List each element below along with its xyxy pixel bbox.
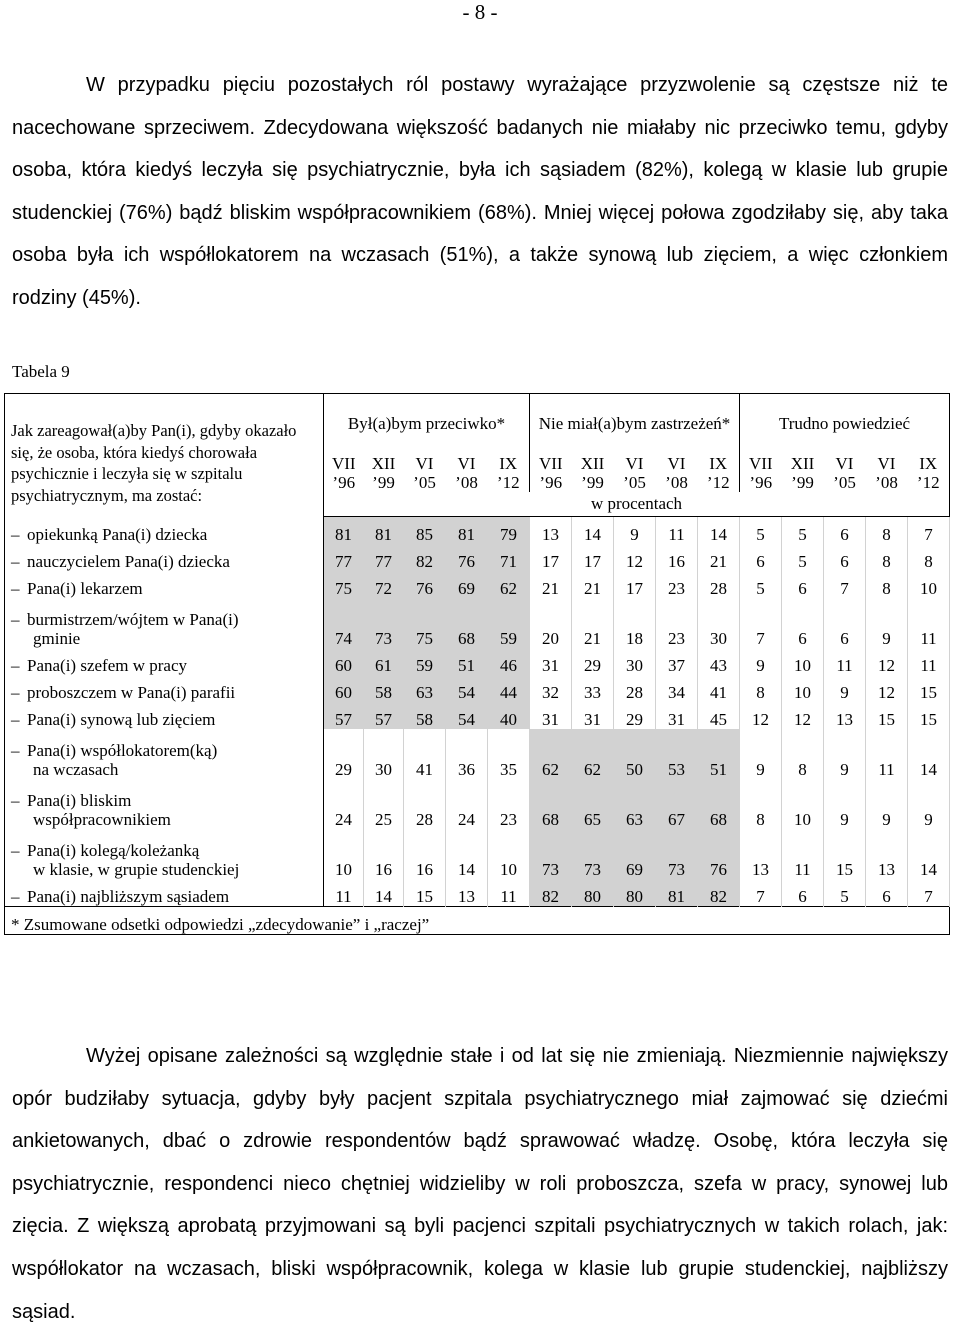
table-cell: 5 [782,544,824,571]
table-cell: 80 [572,879,614,907]
table-cell: 81 [656,879,698,907]
dash-bullet: – [11,741,20,760]
table-cell: 6 [824,544,866,571]
table-cell: 8 [866,517,908,545]
table-cell: 51 [446,648,488,675]
table-cell: 11 [908,648,950,675]
table-row [5,598,950,648]
table-cell: 41 [698,675,740,702]
table-cell: 15 [866,702,908,729]
row-label-text: gminie [33,629,81,648]
table-cell: 10 [908,571,950,598]
table-cell: 14 [698,517,740,545]
table-cell: 77 [364,544,404,571]
table-cell: 6 [824,598,866,648]
table-caption: Tabela 9 [12,362,70,381]
table-cell: 23 [656,598,698,648]
year-header: VI ’08 [875,454,898,492]
table-cell: 75 [324,571,364,598]
table-cell: 58 [404,702,446,729]
table-cell: 29 [572,648,614,675]
table-cell: 13 [866,829,908,879]
table-cell: 81 [364,517,404,545]
dash-bullet: – [11,579,20,598]
table-cell: 85 [404,517,446,545]
table-cell: 69 [614,829,656,879]
row-label-text: Pana(i) bliskim [27,791,132,810]
table-cell: 62 [488,571,530,598]
table-cell: 14 [446,829,488,879]
group-header-no-objection: Nie miał(a)bym zastrzeżeń* [530,394,740,455]
table-cell: 5 [740,517,782,545]
table-cell: 9 [740,729,782,779]
table-cell: 72 [364,571,404,598]
year-header: XII ’99 [371,454,396,492]
table-cell: 28 [404,779,446,829]
unit-label: w procentach [324,492,950,517]
table-cell: 5 [782,517,824,545]
table-cell: 31 [656,702,698,729]
table-cell: 8 [740,779,782,829]
year-header: XII ’99 [580,454,605,492]
table-cell: 6 [782,571,824,598]
table-cell: 31 [572,702,614,729]
table-cell: 15 [824,829,866,879]
table-cell: 7 [908,517,950,545]
table-cell: 62 [530,729,572,779]
table-row [5,648,950,675]
table-cell: 35 [488,729,530,779]
table-cell: 68 [530,779,572,829]
table-cell: 21 [698,544,740,571]
table-cell: 14 [908,829,950,879]
table-cell: 69 [446,571,488,598]
table-cell: 80 [614,879,656,907]
table-cell: 58 [364,675,404,702]
table-cell: 82 [530,879,572,907]
paragraph-intro-text: W przypadku pięciu pozostałych ról postawy wyrażające przyzwolenie są częstsze niż te nacechowane sprzeciwem. Zdecydowana większość badanych nie miałaby nic przeciwko temu, gdyby osoba, która kiedyś leczyła się psychiatrycznie, była ich sąsiadem (82%), kolegą w klasie lub grupie studenckiej (76%) bądź bliskim współpracownikiem (68%). Mniej więcej połowa zgodziłaby się, aby taka osoba była ich współlokatorem na wczasach (51%), a także synową lub zięciem, a więc członkiem rodziny (45%). [12,74,948,309]
table-cell: 10 [782,779,824,829]
table-cell: 7 [740,598,782,648]
table-cell: 17 [530,544,572,571]
row-label-text: proboszczem w Pana(i) parafii [27,683,236,702]
dash-bullet: – [11,683,20,702]
table-cell: 74 [324,598,364,648]
table-cell: 29 [324,729,364,779]
table-cell: 8 [908,544,950,571]
table-cell: 60 [324,648,364,675]
row-label [5,729,324,779]
table-cell: 37 [656,648,698,675]
row-label [5,879,324,907]
year-header: VI ’08 [455,454,478,492]
table-cell: 10 [782,648,824,675]
table-cell: 73 [656,829,698,879]
year-header: VI ’08 [665,454,688,492]
dash-bullet: – [11,791,20,810]
table-row [5,879,950,907]
table-cell: 16 [404,829,446,879]
row-label-text: współpracownikiem [33,810,171,829]
table-cell: 81 [324,517,364,545]
dash-bullet: – [11,887,20,906]
table-cell: 30 [614,648,656,675]
table-cell: 6 [782,879,824,907]
table-row [5,729,950,779]
table-cell: 45 [698,702,740,729]
table-cell: 82 [404,544,446,571]
table-cell: 23 [488,779,530,829]
paragraph-intro [12,64,948,320]
row-label-text: burmistrzem/wójtem w Pana(i) [27,610,239,629]
row-label [5,571,324,598]
table-cell: 71 [488,544,530,571]
table-cell: 12 [866,675,908,702]
table-cell: 10 [488,829,530,879]
table-cell: 11 [782,829,824,879]
table-cell: 31 [530,648,572,675]
table-cell: 9 [740,648,782,675]
table-cell: 79 [488,517,530,545]
dash-bullet: – [11,552,20,571]
table-cell: 67 [656,779,698,829]
table-cell: 16 [364,829,404,879]
table-cell: 40 [488,702,530,729]
table-cell: 14 [908,729,950,779]
table-cell: 75 [404,598,446,648]
table-cell: 9 [614,517,656,545]
table-cell: 7 [740,879,782,907]
year-header: IX ’12 [916,454,940,492]
table-row [5,779,950,829]
table-cell: 54 [446,675,488,702]
table-cell: 15 [908,702,950,729]
table-cell: 12 [614,544,656,571]
row-label [5,544,324,571]
table-cell: 6 [782,598,824,648]
table-cell: 9 [866,779,908,829]
table-cell: 24 [324,779,364,829]
row-label-text: w klasie, w grupie studenckiej [33,860,240,879]
table-cell: 59 [404,648,446,675]
table-cell: 28 [614,675,656,702]
dash-bullet: – [11,710,20,729]
page-number: - 8 - [462,0,498,24]
table-cell: 51 [698,729,740,779]
table-cell: 24 [446,779,488,829]
table-cell: 12 [866,648,908,675]
table-cell: 16 [656,544,698,571]
table-cell: 53 [656,729,698,779]
dash-bullet: – [11,610,20,629]
table-cell: 20 [530,598,572,648]
row-label-text: Pana(i) szefem w pracy [27,656,188,675]
table-cell: 18 [614,598,656,648]
table-cell: 21 [530,571,572,598]
table-cell: 29 [614,702,656,729]
table-cell: 73 [572,829,614,879]
table-cell: 17 [614,571,656,598]
row-label-text: Pana(i) kolegą/koleżanką [27,841,200,860]
paragraph-summary-text: Wyżej opisane zależności są względnie stałe i od lat się nie zmieniają. Niezmiennie największy opór budziłaby sytuacja, gdyby były pacjent szpitala psychiatrycznego miał zajmować się dziećmi ankietowanych, dbać o zdrowie respondentów bądź sprawować władzę. Osobę, która leczyła się psychiatrycznie, respondenci nieco chętniej widzieliby w roli proboszcza, szefa w pracy, synowej lub zięcia. Z większą aprobatą przyjmowani są byli pacjenci szpitali psychiatrycznych w takich rolach, jak: współlokator na wczasach, bliski współpracownik, kolega w klasie lub grupie studenckiej, najbliższy sąsiad. [12,1045,948,1323]
table-cell: 11 [656,517,698,545]
year-header: VI ’05 [833,454,856,492]
group-header-hard-to-say: Trudno powiedzieć [740,394,950,455]
table-cell: 76 [446,544,488,571]
survey-table [4,393,950,935]
table-cell: 13 [824,702,866,729]
dash-bullet: – [11,656,20,675]
row-label [5,517,324,545]
table-footnote: * Zsumowane odsetki odpowiedzi „zdecydowanie” i „raczej” [5,907,950,935]
table-cell: 68 [446,598,488,648]
table-cell: 7 [908,879,950,907]
table-cell: 82 [698,879,740,907]
table-cell: 12 [740,702,782,729]
table-row [5,675,950,702]
table-cell: 10 [324,829,364,879]
table-cell: 23 [656,571,698,598]
table-cell: 73 [364,598,404,648]
row-label [5,702,324,729]
table-row [5,544,950,571]
year-header: IX ’12 [706,454,730,492]
table-cell: 6 [740,544,782,571]
dash-bullet: – [11,525,20,544]
table-cell: 11 [324,879,364,907]
table-cell: 46 [488,648,530,675]
year-header: VII ’96 [324,454,364,492]
question-text: Jak zareagował(a)by Pan(i), gdyby okazało się, że osoba, która kiedyś chorowała psychicznie i leczyła się w szpitalu psychiatrycznym, ma zostać: [11,421,297,505]
table-row [5,517,950,545]
row-label-text: na wczasach [33,760,119,779]
dash-bullet: – [11,841,20,860]
table-cell: 30 [698,598,740,648]
table-cell: 25 [364,779,404,829]
table-cell: 81 [446,517,488,545]
table-cell: 36 [446,729,488,779]
table-cell: 33 [572,675,614,702]
table-cell: 11 [488,879,530,907]
year-header: XII ’99 [790,454,815,492]
table-cell: 14 [364,879,404,907]
row-label-text: opiekunką Pana(i) dziecka [27,525,208,544]
table-cell: 65 [572,779,614,829]
table-cell: 34 [656,675,698,702]
table-cell: 57 [364,702,404,729]
row-label-text: Pana(i) współlokatorem(ką) [27,741,218,760]
row-label-text: Pana(i) lekarzem [27,579,143,598]
table-cell: 17 [572,544,614,571]
table-cell: 30 [364,729,404,779]
table-cell: 15 [404,879,446,907]
table-cell: 62 [572,729,614,779]
table-row [5,571,950,598]
year-header: VI ’05 [623,454,646,492]
table-cell: 9 [908,779,950,829]
table-cell: 76 [698,829,740,879]
table-cell: 50 [614,729,656,779]
row-label [5,598,324,648]
row-label-text: Pana(i) najbliższym sąsiadem [27,887,230,906]
table-cell: 13 [530,517,572,545]
table-cell: 21 [572,598,614,648]
table-cell: 73 [530,829,572,879]
table-cell: 28 [698,571,740,598]
row-label [5,648,324,675]
table-row [5,829,950,879]
table-cell: 54 [446,702,488,729]
table-row [5,702,950,729]
table-cell: 41 [404,729,446,779]
row-label [5,675,324,702]
table-cell: 14 [572,517,614,545]
table-cell: 6 [824,517,866,545]
table-cell: 9 [824,729,866,779]
table-cell: 11 [908,598,950,648]
table-cell: 13 [446,879,488,907]
table-cell: 43 [698,648,740,675]
table-cell: 12 [782,702,824,729]
table-cell: 59 [488,598,530,648]
table-cell: 11 [866,729,908,779]
table-cell: 15 [908,675,950,702]
table-cell: 63 [404,675,446,702]
table-cell: 9 [866,598,908,648]
table-cell: 31 [530,702,572,729]
table-cell: 8 [782,729,824,779]
table-cell: 6 [866,879,908,907]
group-header-against: Był(a)bym przeciwko* [324,394,530,455]
table-cell: 5 [824,879,866,907]
year-header: VI ’05 [413,454,436,492]
table-cell: 11 [824,648,866,675]
row-label [5,829,324,879]
table-cell: 32 [530,675,572,702]
year-header: IX ’12 [496,454,520,492]
table-cell: 63 [614,779,656,829]
table-cell: 9 [824,779,866,829]
row-label-text: Pana(i) synową lub zięciem [27,710,216,729]
row-label-text: nauczycielem Pana(i) dziecka [27,552,230,571]
table-cell: 61 [364,648,404,675]
table-cell: 21 [572,571,614,598]
table-cell: 68 [698,779,740,829]
table-cell: 10 [782,675,824,702]
table-cell: 7 [824,571,866,598]
table-cell: 5 [740,571,782,598]
year-header: VII ’96 [530,454,572,492]
table-cell: 13 [740,829,782,879]
paragraph-summary [12,1035,948,1333]
table-cell: 44 [488,675,530,702]
table-cell: 8 [740,675,782,702]
table-cell: 8 [866,544,908,571]
year-header: VII ’96 [740,454,782,492]
table-cell: 76 [404,571,446,598]
table-cell: 8 [866,571,908,598]
table-cell: 9 [824,675,866,702]
table-cell: 57 [324,702,364,729]
row-label [5,779,324,829]
table-cell: 60 [324,675,364,702]
table-cell: 77 [324,544,364,571]
